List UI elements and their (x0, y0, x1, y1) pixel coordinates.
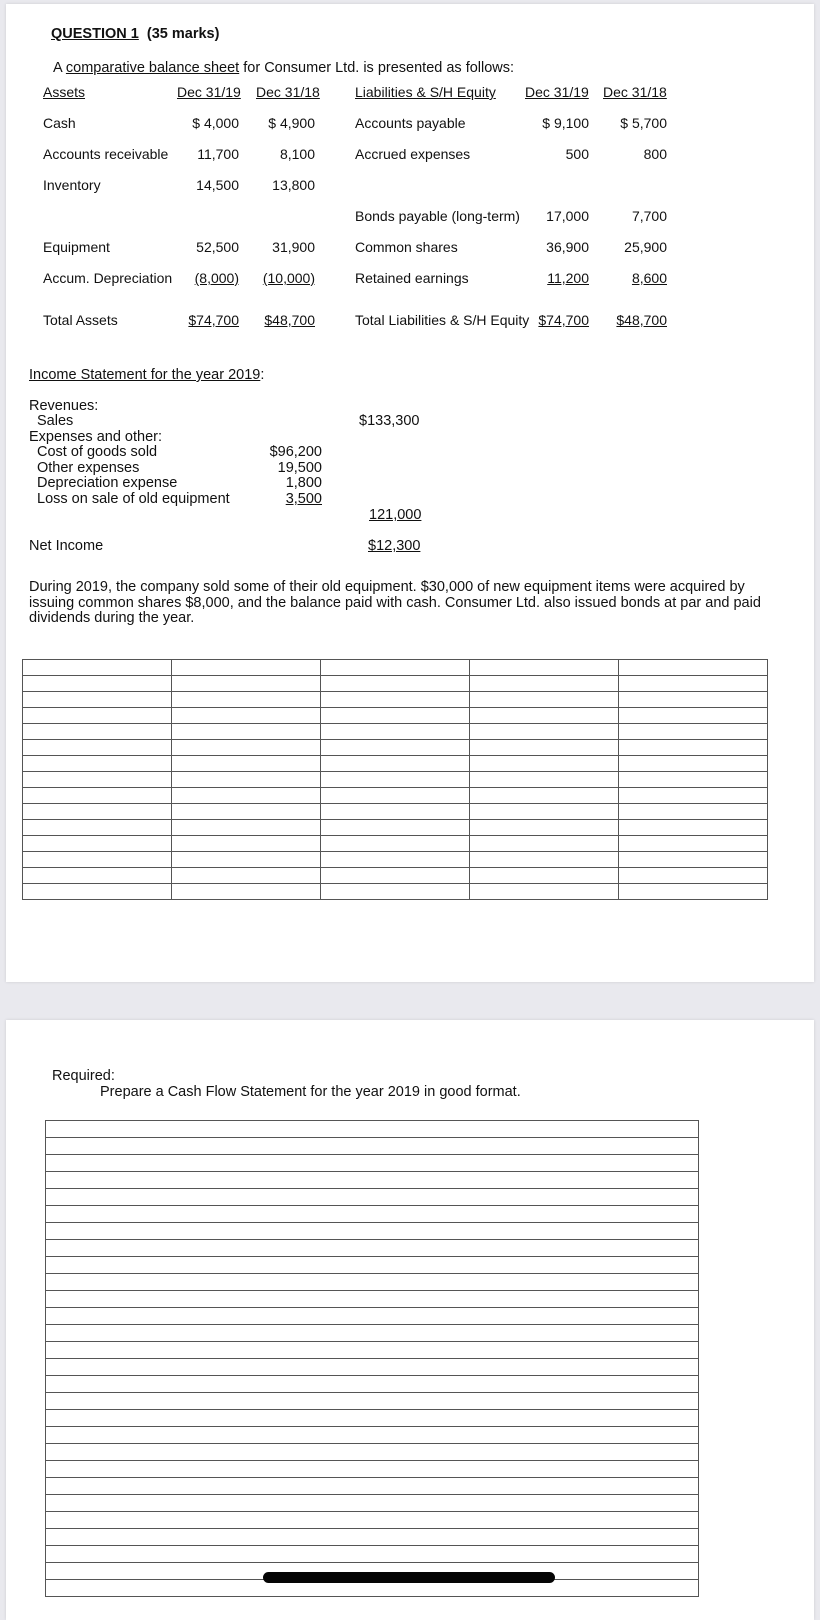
asset-value-2018: $ 4,900 (268, 115, 315, 131)
grid-cell[interactable] (619, 884, 768, 900)
liability-label: Common shares (355, 239, 458, 255)
total-liabilities-label: Total Liabilities & S/H Equity (355, 312, 530, 328)
grid-cell[interactable] (619, 804, 768, 820)
grid-cell[interactable] (23, 820, 172, 836)
grid-cell[interactable] (321, 772, 470, 788)
liab-col-2018-header: Dec 31/18 (603, 84, 667, 100)
grid-row (46, 1274, 699, 1291)
intro-suffix: for Consumer Ltd. is presented as follows: (239, 60, 515, 76)
asset-value-2019: 52,500 (196, 239, 239, 255)
liability-value-2018: 8,600 (631, 270, 667, 286)
expense-value: 3,500 (285, 491, 322, 507)
grid-cell[interactable] (619, 740, 768, 756)
grid-cell[interactable] (470, 884, 619, 900)
grid-cell[interactable] (23, 756, 172, 772)
grid-cell[interactable] (321, 852, 470, 868)
grid-cell[interactable] (23, 708, 172, 724)
grid-cell[interactable] (470, 772, 619, 788)
grid-cell[interactable] (46, 1155, 699, 1172)
grid-cell[interactable] (46, 1257, 699, 1274)
liability-value-2019: 500 (565, 146, 589, 162)
total-assets-label: Total Assets (43, 312, 118, 328)
grid-cell[interactable] (470, 660, 619, 676)
grid-row (46, 1257, 699, 1274)
grid-row (46, 1121, 699, 1138)
asset-value-2019: 11,700 (197, 146, 239, 162)
question-heading (51, 26, 219, 42)
asset-value-2018: 13,800 (272, 177, 315, 193)
intro-underlined-phrase: comparative balance sheet (65, 60, 240, 76)
grid-cell[interactable] (619, 836, 768, 852)
answer-grid-1 (22, 659, 768, 900)
grid-row (46, 1291, 699, 1308)
grid-cell[interactable] (23, 868, 172, 884)
asset-value-2019: (8,000) (194, 270, 239, 286)
grid-cell[interactable] (172, 660, 321, 676)
revenues-label: Revenues: (29, 398, 99, 414)
grid-row (46, 1325, 699, 1342)
grid-cell[interactable] (172, 724, 321, 740)
grid-row (23, 676, 768, 692)
grid-cell[interactable] (46, 1291, 699, 1308)
grid-row (46, 1308, 699, 1325)
grid-cell[interactable] (172, 676, 321, 692)
grid-cell[interactable] (46, 1274, 699, 1291)
total-liabilities-2019: $74,700 (538, 312, 589, 328)
liability-label: Accrued expenses (355, 146, 471, 162)
grid-row (23, 788, 768, 804)
grid-cell[interactable] (23, 772, 172, 788)
liability-label: Accounts payable (355, 115, 466, 131)
asset-label: Cash (43, 115, 76, 131)
assets-col-2019-header: Dec 31/19 (177, 84, 241, 100)
asset-label: Inventory (43, 177, 101, 193)
grid-cell[interactable] (470, 820, 619, 836)
liability-value-2019: 17,000 (546, 208, 589, 224)
grid-cell[interactable] (46, 1342, 699, 1359)
grid-cell[interactable] (23, 692, 172, 708)
liability-label: Bonds payable (long-term) (355, 208, 520, 224)
grid-cell[interactable] (46, 1189, 699, 1206)
assets-col-2018-header: Dec 31/18 (256, 84, 320, 100)
grid-cell[interactable] (172, 788, 321, 804)
grid-cell[interactable] (46, 1410, 699, 1427)
grid-row (46, 1240, 699, 1257)
grid-cell[interactable] (46, 1240, 699, 1257)
asset-value-2018: 31,900 (272, 239, 315, 255)
total-liabilities-2018: $48,700 (616, 312, 667, 328)
grid-row (46, 1393, 699, 1410)
grid-row (46, 1427, 699, 1444)
grid-row (23, 804, 768, 820)
grid-row (23, 660, 768, 676)
grid-cell[interactable] (46, 1444, 699, 1461)
grid-cell[interactable] (46, 1546, 699, 1563)
grid-cell[interactable] (172, 708, 321, 724)
grid-cell[interactable] (619, 676, 768, 692)
grid-cell[interactable] (172, 756, 321, 772)
grid-cell[interactable] (46, 1325, 699, 1342)
liab-col-2019-header: Dec 31/19 (525, 84, 589, 100)
liability-value-2019: 11,200 (547, 270, 589, 286)
grid-cell[interactable] (23, 740, 172, 756)
grid-row (46, 1138, 699, 1155)
grid-cell[interactable] (23, 660, 172, 676)
grid-cell[interactable] (23, 788, 172, 804)
asset-value-2019: $ 4,000 (192, 115, 239, 131)
answer-grid-2 (45, 1120, 699, 1597)
grid-row (23, 884, 768, 900)
required-task: Prepare a Cash Flow Statement for the year 2019 in good format. (100, 1084, 521, 1100)
intro-text (53, 60, 514, 76)
expense-label: Loss on sale of old equipment (37, 491, 230, 507)
grid-row (23, 852, 768, 868)
grid-cell[interactable] (321, 724, 470, 740)
home-indicator-bar[interactable] (263, 1572, 555, 1583)
grid-cell[interactable] (470, 756, 619, 772)
liability-value-2018: 800 (643, 146, 667, 162)
grid-cell[interactable] (46, 1359, 699, 1376)
asset-value-2018: (10,000) (262, 270, 315, 286)
grid-row (23, 836, 768, 852)
grid-row (46, 1172, 699, 1189)
grid-cell[interactable] (321, 884, 470, 900)
grid-cell[interactable] (23, 884, 172, 900)
question-marks: (35 marks) (146, 26, 220, 42)
worksheet-page-1 (6, 4, 814, 982)
grid-row (23, 724, 768, 740)
grid-cell[interactable] (46, 1206, 699, 1223)
grid-cell[interactable] (619, 724, 768, 740)
grid-cell[interactable] (619, 756, 768, 772)
assets-header: Assets (43, 84, 86, 100)
liability-value-2019: 36,900 (546, 239, 589, 255)
grid-row (46, 1410, 699, 1427)
asset-value-2018: 8,100 (279, 146, 315, 162)
grid-cell[interactable] (470, 740, 619, 756)
grid-cell[interactable] (470, 804, 619, 820)
grid-cell[interactable] (470, 676, 619, 692)
grid-cell[interactable] (172, 868, 321, 884)
grid-row (23, 756, 768, 772)
grid-cell[interactable] (172, 852, 321, 868)
grid-cell[interactable] (321, 756, 470, 772)
liability-value-2018: $ 5,700 (620, 115, 667, 131)
grid-row (46, 1546, 699, 1563)
grid-row (23, 820, 768, 836)
grid-cell[interactable] (619, 708, 768, 724)
liability-value-2018: 25,900 (624, 239, 667, 255)
grid-cell[interactable] (321, 692, 470, 708)
grid-row (46, 1189, 699, 1206)
asset-value-2019: 14,500 (196, 177, 239, 193)
grid-cell[interactable] (619, 692, 768, 708)
grid-row (46, 1461, 699, 1478)
grid-row (46, 1495, 699, 1512)
asset-label: Accum. Depreciation (43, 270, 173, 286)
total-assets-2019: $74,700 (188, 312, 239, 328)
grid-cell[interactable] (172, 740, 321, 756)
total-assets-2018: $48,700 (264, 312, 315, 328)
grid-row (23, 740, 768, 756)
grid-row (46, 1342, 699, 1359)
grid-cell[interactable] (23, 852, 172, 868)
grid-cell[interactable] (172, 692, 321, 708)
grid-row (46, 1444, 699, 1461)
grid-cell[interactable] (321, 804, 470, 820)
grid-cell[interactable] (470, 836, 619, 852)
income-statement-title-colon: : (260, 367, 265, 383)
liability-value-2019: $ 9,100 (542, 115, 589, 131)
liabilities-header: Liabilities & S/H Equity (355, 84, 496, 100)
expenses-label: Expenses and other: (29, 429, 163, 445)
grid-row (23, 692, 768, 708)
grid-cell[interactable] (172, 804, 321, 820)
grid-cell[interactable] (23, 804, 172, 820)
expense-value: 19,500 (277, 460, 322, 476)
grid-cell[interactable] (321, 836, 470, 852)
grid-cell[interactable] (46, 1308, 699, 1325)
grid-row (46, 1155, 699, 1172)
grid-cell[interactable] (321, 676, 470, 692)
grid-cell[interactable] (470, 708, 619, 724)
grid-cell[interactable] (46, 1478, 699, 1495)
asset-label: Accounts receivable (43, 146, 169, 162)
grid-row (46, 1359, 699, 1376)
expense-value: 1,800 (285, 475, 322, 491)
grid-cell[interactable] (321, 868, 470, 884)
question-number: QUESTION 1 (51, 26, 139, 42)
grid-cell[interactable] (46, 1172, 699, 1189)
grid-cell[interactable] (172, 820, 321, 836)
grid-row (23, 772, 768, 788)
grid-cell[interactable] (46, 1427, 699, 1444)
grid-row (46, 1376, 699, 1393)
grid-cell[interactable] (46, 1495, 699, 1512)
grid-cell[interactable] (321, 788, 470, 804)
grid-cell[interactable] (46, 1393, 699, 1410)
grid-cell[interactable] (470, 868, 619, 884)
total-expenses-value: 121,000 (369, 507, 422, 523)
grid-cell[interactable] (470, 852, 619, 868)
grid-cell[interactable] (23, 724, 172, 740)
expense-label: Other expenses (37, 460, 140, 476)
grid-cell[interactable] (619, 820, 768, 836)
liability-value-2018: 7,700 (631, 208, 667, 224)
grid-cell[interactable] (321, 820, 470, 836)
grid-row (23, 708, 768, 724)
grid-row (46, 1206, 699, 1223)
grid-cell[interactable] (46, 1121, 699, 1138)
worksheet-page-2 (6, 1020, 814, 1620)
grid-cell[interactable] (46, 1529, 699, 1546)
grid-cell[interactable] (470, 692, 619, 708)
grid-cell[interactable] (46, 1223, 699, 1240)
income-statement-title-text: Income Statement for the year 2019 (29, 367, 261, 383)
grid-cell[interactable] (172, 836, 321, 852)
grid-row (46, 1223, 699, 1240)
grid-cell[interactable] (46, 1461, 699, 1478)
grid-cell[interactable] (619, 660, 768, 676)
net-income-label: Net Income (29, 538, 104, 554)
grid-cell[interactable] (23, 676, 172, 692)
grid-row (46, 1512, 699, 1529)
sales-label: Sales (37, 413, 74, 429)
sales-value: $133,300 (359, 413, 420, 429)
grid-cell[interactable] (46, 1512, 699, 1529)
grid-cell[interactable] (619, 788, 768, 804)
grid-cell[interactable] (172, 772, 321, 788)
grid-cell[interactable] (321, 660, 470, 676)
grid-cell[interactable] (619, 868, 768, 884)
grid-cell[interactable] (619, 852, 768, 868)
grid-cell[interactable] (321, 708, 470, 724)
income-statement-title (29, 367, 264, 383)
asset-label: Equipment (43, 239, 110, 255)
liability-label: Retained earnings (355, 270, 469, 286)
grid-cell[interactable] (46, 1376, 699, 1393)
grid-row (23, 868, 768, 884)
grid-cell[interactable] (619, 772, 768, 788)
grid-cell[interactable] (470, 788, 619, 804)
grid-cell[interactable] (172, 884, 321, 900)
grid-cell[interactable] (470, 724, 619, 740)
expense-label: Cost of goods sold (37, 444, 158, 460)
grid-cell[interactable] (46, 1138, 699, 1155)
grid-cell[interactable] (23, 836, 172, 852)
intro-prefix: A (53, 60, 66, 76)
required-label: Required: (52, 1068, 115, 1084)
expense-value: $96,200 (269, 444, 322, 460)
notes-paragraph: During 2019, the company sold some of their old equipment. $30,000 of new equipment items were acquired by issuing common shares $8,000, and the balance paid with cash. Consumer Ltd. also issued bonds at par and paid dividends during the year. (29, 579, 761, 626)
expense-label: Depreciation expense (37, 475, 178, 491)
net-income-value: $12,300 (368, 538, 421, 554)
grid-cell[interactable] (321, 740, 470, 756)
grid-row (46, 1478, 699, 1495)
grid-row (46, 1529, 699, 1546)
